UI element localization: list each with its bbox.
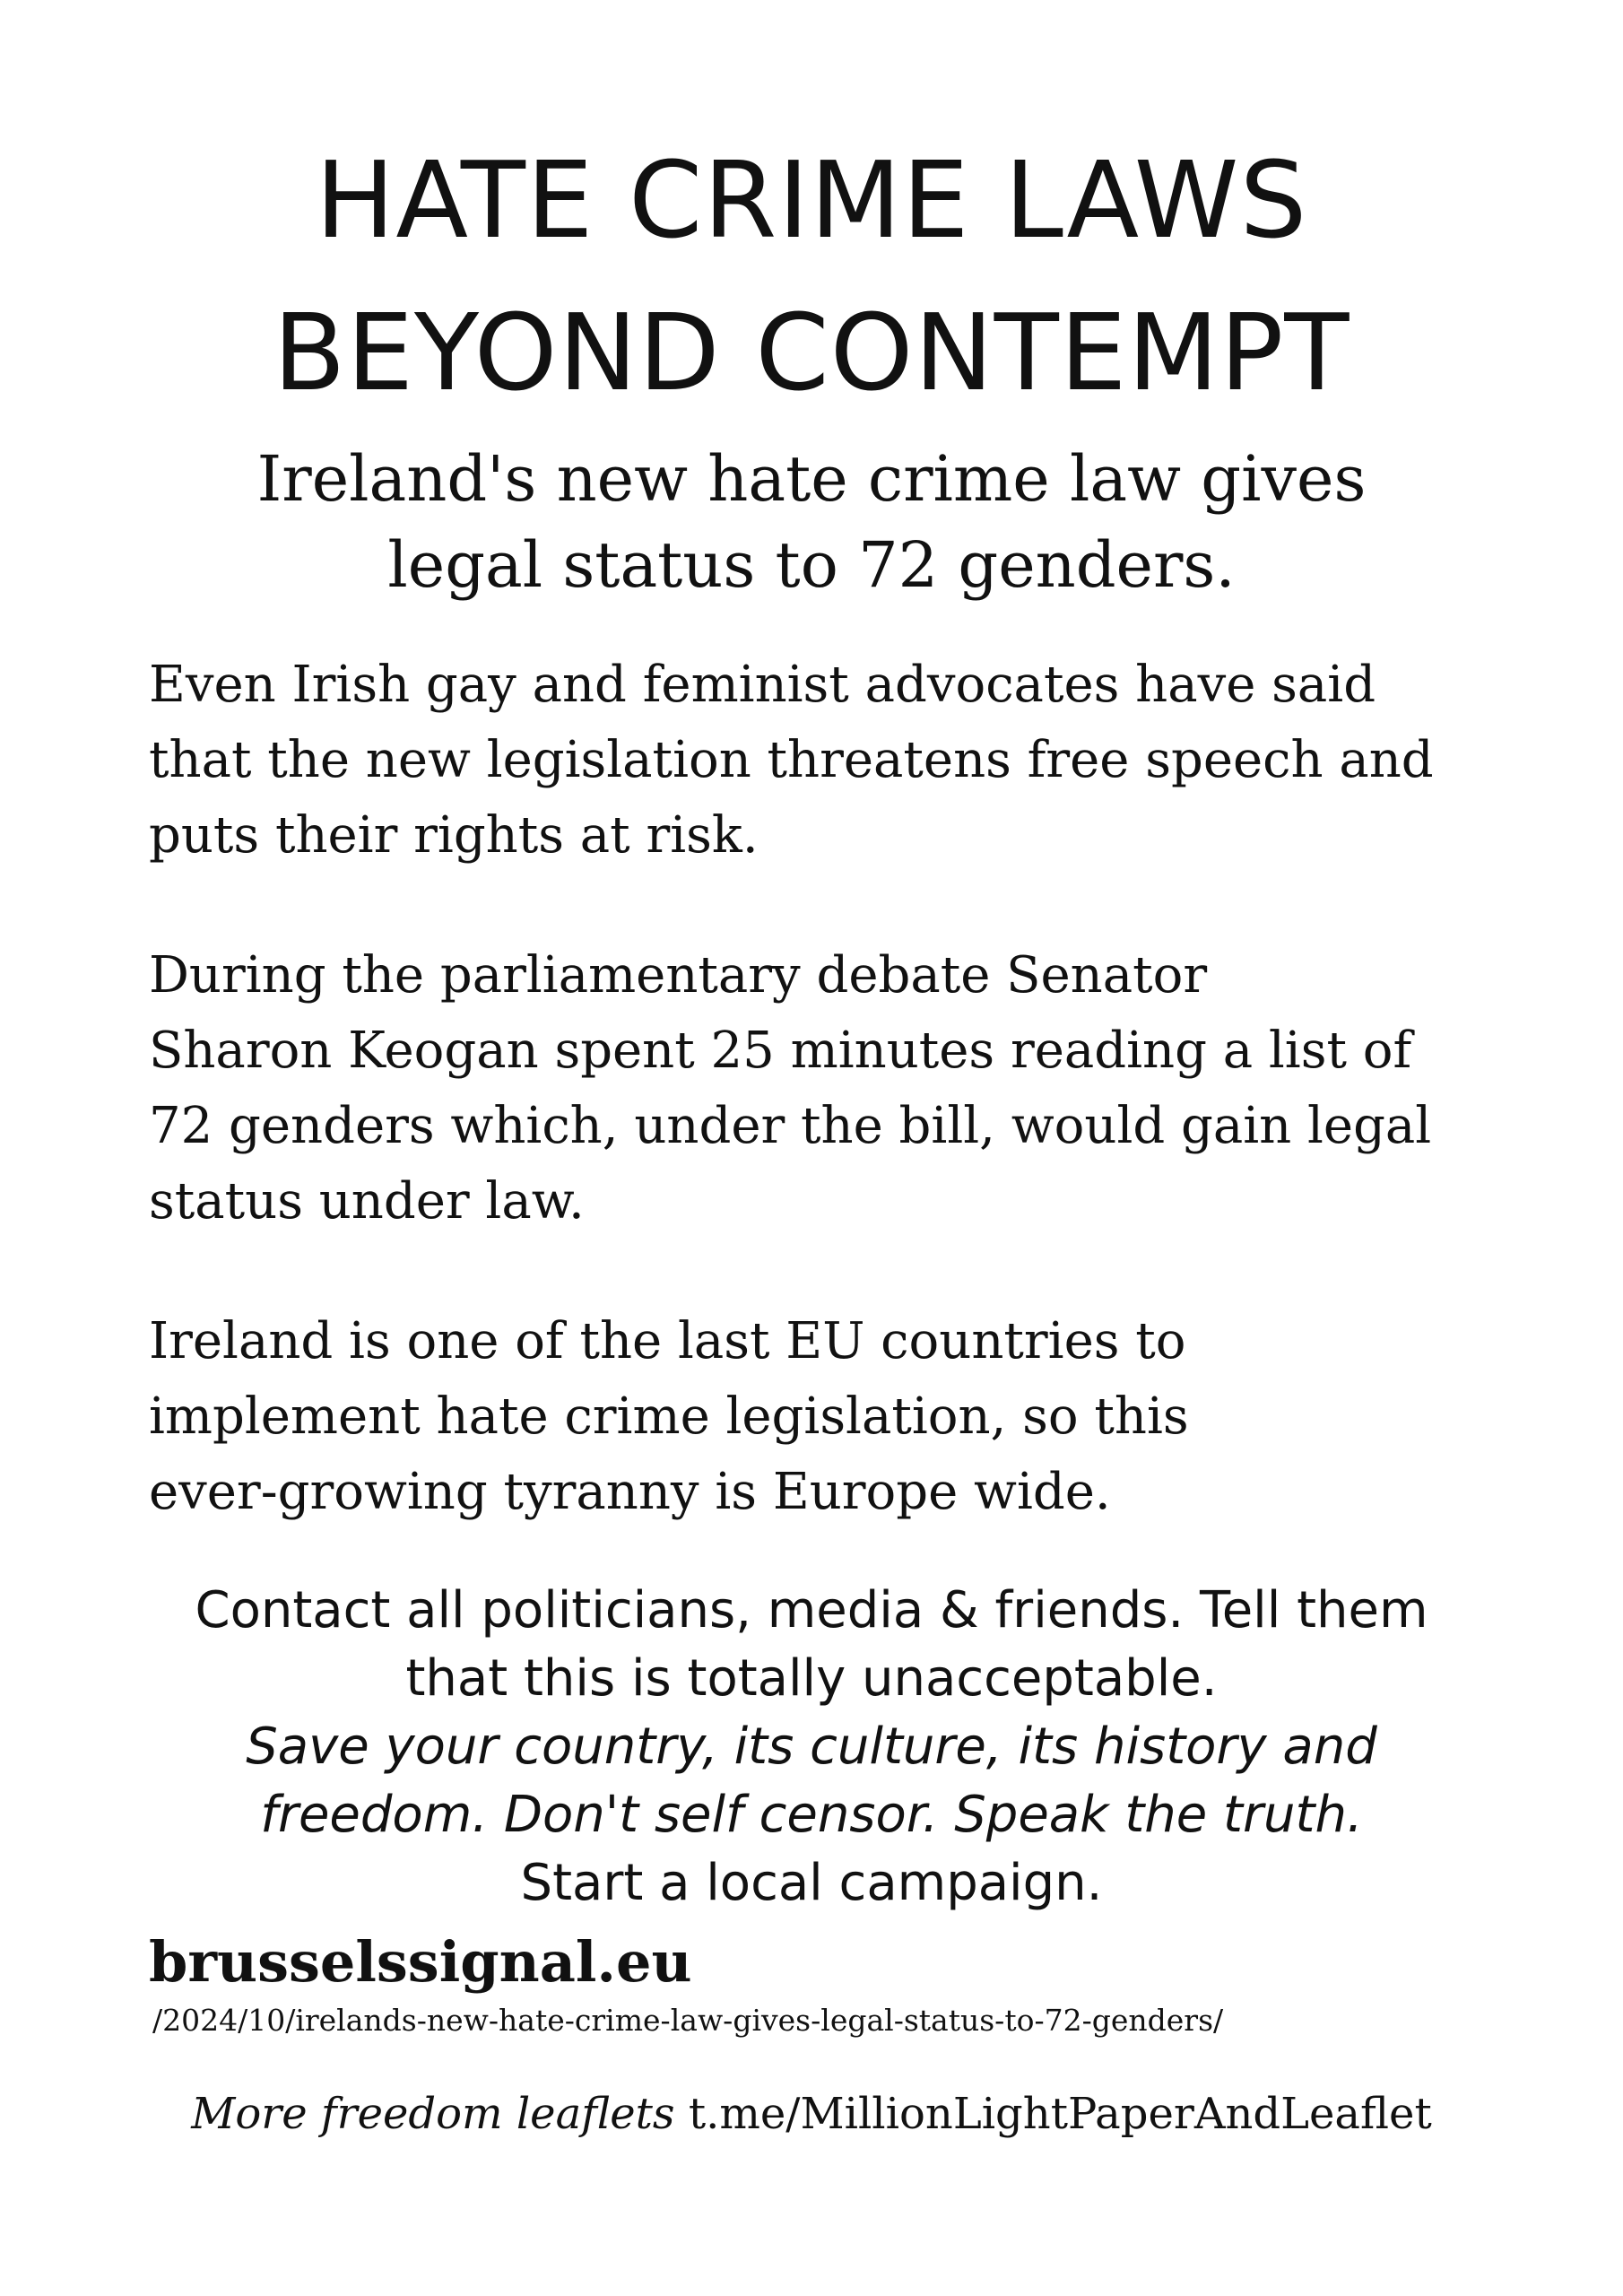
headline-line-2: BEYOND CONTEMPT bbox=[273, 291, 1350, 414]
paragraph-line: 72 genders which, under the bill, would gain legal bbox=[149, 1097, 1432, 1155]
paragraph-advocates bbox=[149, 648, 1530, 874]
paragraph-line: During the parliamentary debate Senator bbox=[149, 946, 1208, 1004]
call-to-action bbox=[0, 1577, 1623, 1918]
cta-line-5: Start a local campaign. bbox=[520, 1854, 1103, 1912]
paragraph-line: that the new legislation threatens free speech and bbox=[149, 731, 1434, 789]
subheadline-line-2: legal status to 72 genders. bbox=[387, 528, 1236, 602]
headline-line-1: HATE CRIME LAWS bbox=[315, 138, 1308, 262]
paragraph-line: Even Irish gay and feminist advocates have said bbox=[149, 656, 1376, 714]
subheadline bbox=[0, 436, 1623, 608]
paragraph-line: puts their rights at risk. bbox=[149, 806, 759, 865]
source-domain: brusselssignal.eu bbox=[149, 1929, 692, 1995]
paragraph-line: Ireland is one of the last EU countries to bbox=[149, 1312, 1186, 1370]
paragraph-line: Sharon Keogan spent 25 minutes reading a list of bbox=[149, 1022, 1412, 1080]
cta-line-2: that this is totally unacceptable. bbox=[405, 1649, 1218, 1708]
source-path: /2024/10/irelands-new-hate-crime-law-gives-legal-status-to-72-genders/ bbox=[152, 2003, 1224, 2038]
paragraph-line: status under law. bbox=[149, 1172, 585, 1231]
paragraph-eu bbox=[149, 1304, 1530, 1530]
cta-line-1: Contact all politicians, media & friends. Tell them bbox=[195, 1581, 1428, 1639]
footer-link: t.me/MillionLightPaperAndLeaflet bbox=[688, 2089, 1432, 2139]
footer-label: More freedom leaflets bbox=[191, 2089, 675, 2139]
cta-line-3: Save your country, its culture, its history and bbox=[246, 1718, 1377, 1776]
subheadline-line-1: Ireland's new hate crime law gives bbox=[256, 442, 1367, 516]
paragraph-senator bbox=[149, 938, 1530, 1239]
paragraph-line: implement hate crime legislation, so this bbox=[149, 1387, 1189, 1446]
paragraph-line: ever-growing tyranny is Europe wide. bbox=[149, 1463, 1111, 1521]
footer-more-leaflets bbox=[0, 2083, 1623, 2145]
cta-line-4: freedom. Don't self censor. Speak the truth. bbox=[260, 1786, 1363, 1844]
